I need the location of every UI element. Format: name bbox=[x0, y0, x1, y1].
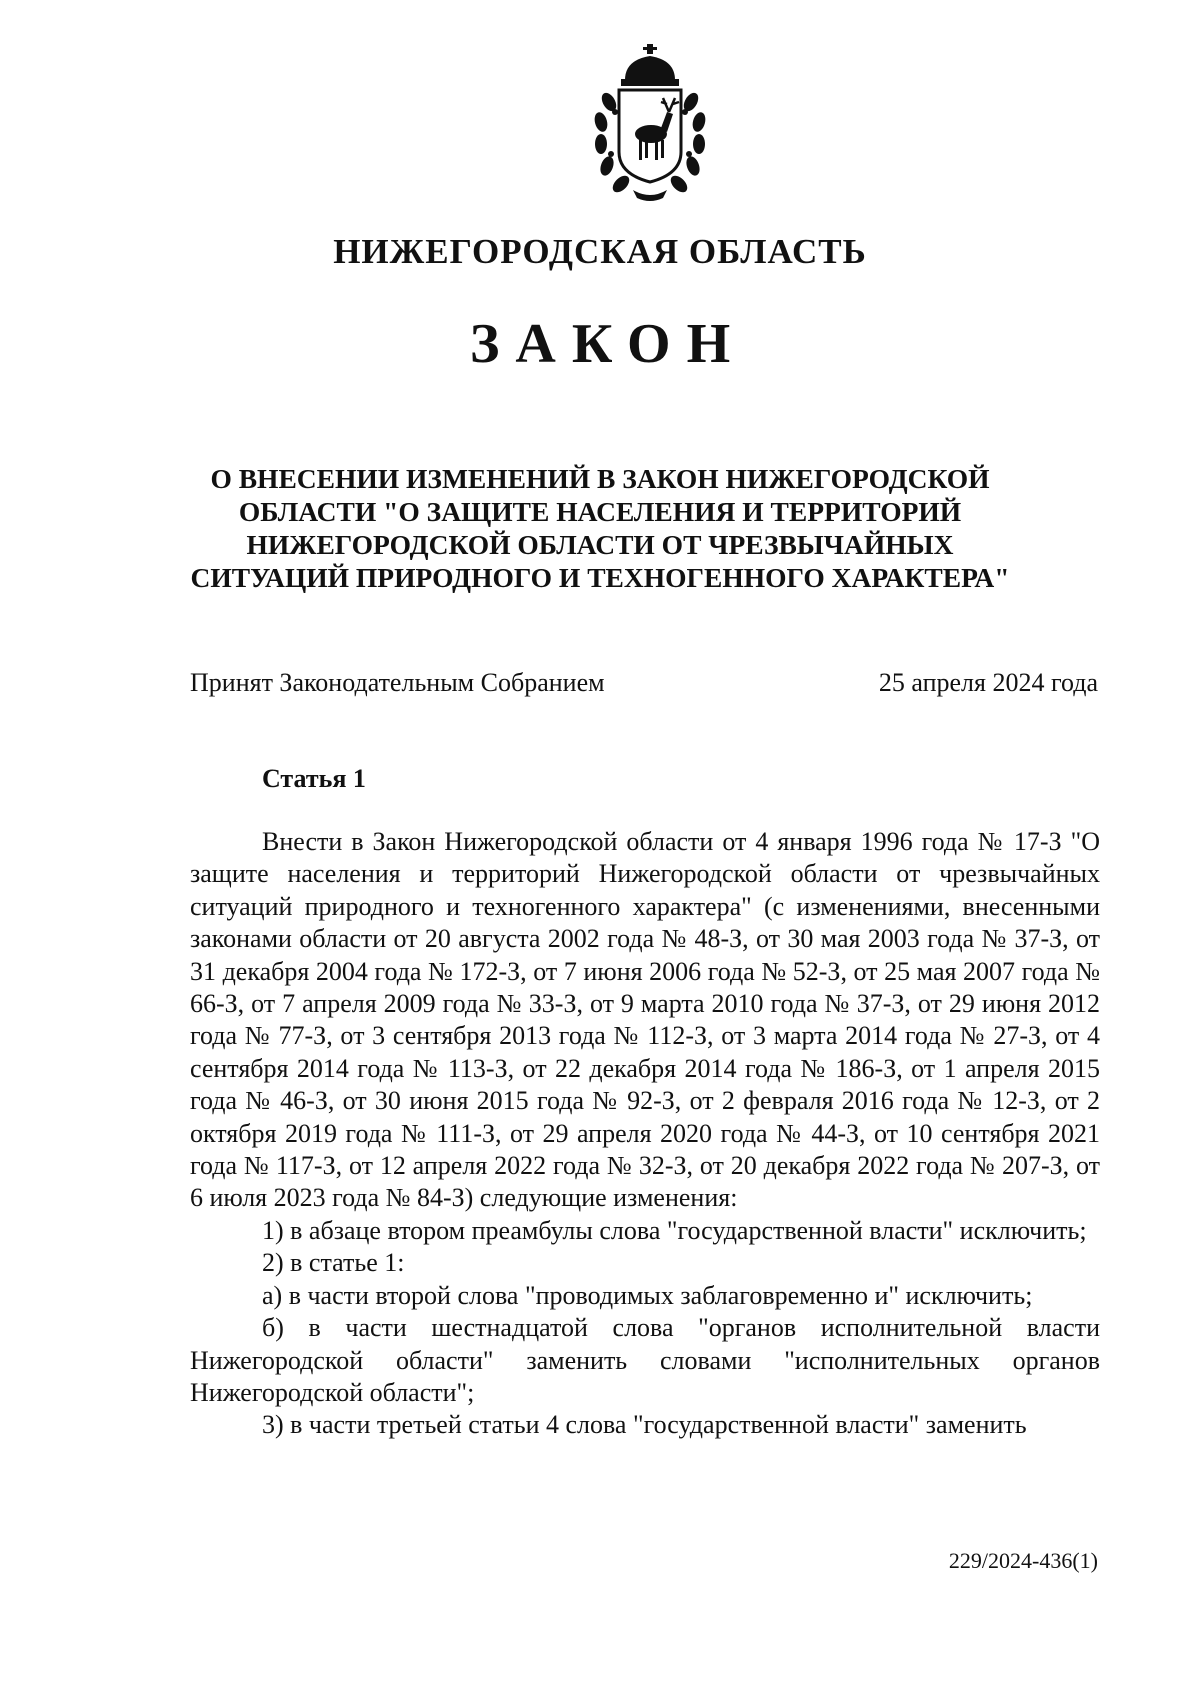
list-item: 1) в абзаце втором преамбулы слова "государственной власти" исключить; bbox=[262, 1215, 1087, 1245]
document-number: 229/2024-436(1) bbox=[948, 1548, 1098, 1573]
article-body bbox=[190, 826, 1100, 1442]
list-item: 3) в части третьей статьи 4 слова "государственной власти" заменить bbox=[262, 1410, 1027, 1440]
article-intro: Внести в Закон Нижегородской области от 4 января 1996 года № 17-З "О защите населения и территорий Нижегородской области от чрезвычайных ситуаций природного и техногенного характера" (с изменениями, внесенными законами области от 20 августа 2002 года № 48-З, от 30 мая 2003 года № 37-З, от 31 декабря 2004 года № 172-З, от 7 июня 2006 года № 52-З, от 25 мая 2007 года № 66-З, от 7 апреля 2009 года № 33-З, от 9 марта 2010 года № 37-З, от 29 июня 2012 года № 77-З, от 3 сентября 2013 года № 112-З, от 3 марта 2014 года № 27-З, от 4 сентября 2014 года № 113-З, от 22 декабря 2014 года № 186-З, от 1 апреля 2015 года № 46-З, от 30 июня 2015 года № 92-З, от 2 февраля 2016 года № 12-З, от 2 октября 2019 года № 111-З, от 29 апреля 2020 года № 44-З, от 10 сентября 2021 года № 117-З, от 12 апреля 2022 года № 32-З, от 20 декабря 2022 года № 207-З, от 6 июля 2023 года № 84-З) следующие изменения: bbox=[190, 827, 1100, 1213]
region-heading: НИЖЕГОРОДСКАЯ ОБЛАСТЬ bbox=[333, 232, 867, 271]
law-title: О ВНЕСЕНИИ ИЗМЕНЕНИЙ В ЗАКОН НИЖЕГОРОДСКОЙ ОБЛАСТИ "О ЗАЩИТЕ НАСЕЛЕНИЯ И ТЕРРИТОРИЙ НИЖЕГОРОДСКОЙ ОБЛАСТИ ОТ ЧРЕЗВЫЧАЙНЫХ СИТУАЦИЙ ПРИРОДНОГО И ТЕХНОГЕННОГО ХАРАКТЕРА" bbox=[190, 463, 1010, 593]
list-item: б) в части шестнадцатой слова "органов исполнительной власти Нижегородской области" заменить словами "исполнительных органов Нижегородской области"; bbox=[190, 1313, 1100, 1407]
list-item: а) в части второй слова "проводимых заблаговременно и" исключить; bbox=[262, 1280, 1033, 1310]
coat-of-arms-icon bbox=[575, 42, 725, 202]
document-type: ЗАКОН bbox=[469, 313, 747, 375]
adoption-label: Принят Законодательным Собранием bbox=[190, 668, 605, 697]
article-heading: Статья 1 bbox=[262, 764, 366, 793]
adoption-date: 25 апреля 2024 года bbox=[878, 668, 1098, 697]
list-item: 2) в статье 1: bbox=[262, 1248, 405, 1278]
